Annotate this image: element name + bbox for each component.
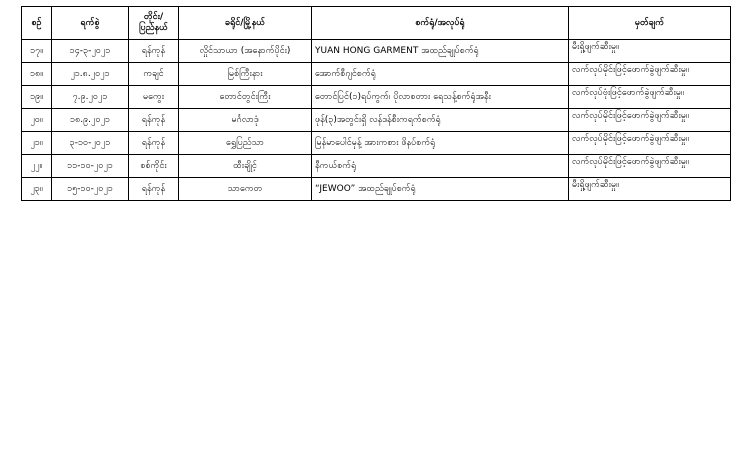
table-row [22, 86, 731, 109]
table-row [22, 109, 731, 132]
header-factory: စက်ရုံ/အလုပ်ရုံ [312, 7, 569, 40]
cell-factory: အောက်စီဂျင်စက်ရုံ [312, 63, 569, 86]
header-no: စဉ် [22, 7, 52, 40]
cell-remarks: မီးရှို့ဖျက်ဆီးမှု။ [569, 40, 731, 63]
cell-no: ၂၁။ [22, 132, 52, 155]
table-row [22, 40, 731, 63]
incident-table [21, 6, 731, 201]
header-region-line2: ပြည်နယ် [139, 23, 168, 33]
cell-township: လှိုင်သာယာ (အနောက်ပိုင်း) [179, 40, 312, 63]
cell-factory: YUAN HONG GARMENT အထည်ချုပ်စက်ရုံ [312, 40, 569, 63]
cell-factory: “JEWOO” အထည်ချုပ်စက်ရုံ [312, 178, 569, 201]
cell-no: ၂၃။ [22, 178, 52, 201]
cell-township: တောင်တွင်းကြီး [179, 86, 312, 109]
cell-date: ၇.၉.၂၀၂၁ [52, 86, 129, 109]
cell-date: ၁၅-၁၀-၂၀၂၁ [52, 178, 129, 201]
cell-date: ၁၈.၉.၂၀၂၁ [52, 109, 129, 132]
table-row [22, 63, 731, 86]
cell-no: ၂၀။ [22, 109, 52, 132]
cell-remarks: လက်လုပ်မိုင်းဖြင့်ဖောက်ခွဲဖျက်ဆီးမှု။ [569, 63, 731, 86]
table-row [22, 155, 731, 178]
cell-remarks: လက်လုပ်မိုင်းဖြင့်ဖောက်ခွဲဖျက်ဆီးမှု။ [569, 132, 731, 155]
cell-remarks: မီးရှို့ဖျက်ဆီးမှု။ [569, 178, 731, 201]
cell-date: ၁၁-၁၀-၂၀၂၁ [52, 155, 129, 178]
cell-factory: တောင်ပြင်(၁)ရပ်ကွက်၊ ပိုလာစတား ရေသန့်စက်ရုံအနီး [312, 86, 569, 109]
cell-township: သာကေတ [179, 178, 312, 201]
cell-township: ထီးချိုင့် [179, 155, 312, 178]
cell-region: ရန်ကုန် [129, 109, 179, 132]
incident-table-container [21, 6, 731, 201]
header-township: ခရိုင်/မြို့နယ် [179, 7, 312, 40]
header-row [22, 7, 731, 40]
cell-township: မြစ်ကြီးနား [179, 63, 312, 86]
header-remarks: မှတ်ချက် [569, 7, 731, 40]
cell-township: ရွှေပြည်သာ [179, 132, 312, 155]
cell-date: ၃-၁၀-၂၀၂၁ [52, 132, 129, 155]
header-region-line1: တိုင်း/ [143, 12, 164, 22]
cell-factory: ဖုန်(၃)အတွင်းရှိ လန်ဒန်စီးကရက်စက်ရုံ [312, 109, 569, 132]
cell-no: ၁၉။ [22, 86, 52, 109]
cell-no: ၁၇။ [22, 40, 52, 63]
cell-remarks: လက်လုပ်မိုင်းဖြင့်ဖောက်ခွဲဖျက်ဆီးမှု။ [569, 155, 731, 178]
cell-region: စစ်ကိုင်း [129, 155, 179, 178]
table-row [22, 178, 731, 201]
cell-no: ၁၈။ [22, 63, 52, 86]
cell-region: မကွေး [129, 86, 179, 109]
cell-region: ရန်ကုန် [129, 178, 179, 201]
cell-remarks: လက်လုပ်မိုင်းဖြင့်ဖောက်ခွဲဖျက်ဆီးမှု။ [569, 109, 731, 132]
cell-date: ၁၄-၃-၂၀၂၁ [52, 40, 129, 63]
cell-factory: မြန်မာပေါင်မုန့် အားကစား ဖိနပ်စက်ရုံ [312, 132, 569, 155]
table-row [22, 132, 731, 155]
cell-remarks: လက်လုပ်ဗုံးဖြင့်ဖောက်ခွဲဖျက်ဆီးမှု။ [569, 86, 731, 109]
cell-factory: နီကယ်စက်ရုံ [312, 155, 569, 178]
cell-region: ကချင် [129, 63, 179, 86]
header-date: ရက်စွဲ [52, 7, 129, 40]
header-region [129, 7, 179, 40]
cell-region: ရန်ကုန် [129, 40, 179, 63]
cell-date: ၂၁.၈.၂၀၂၁ [52, 63, 129, 86]
cell-township: မင်္ဂလာဒုံ [179, 109, 312, 132]
cell-no: ၂၂။ [22, 155, 52, 178]
cell-region: ရန်ကုန် [129, 132, 179, 155]
